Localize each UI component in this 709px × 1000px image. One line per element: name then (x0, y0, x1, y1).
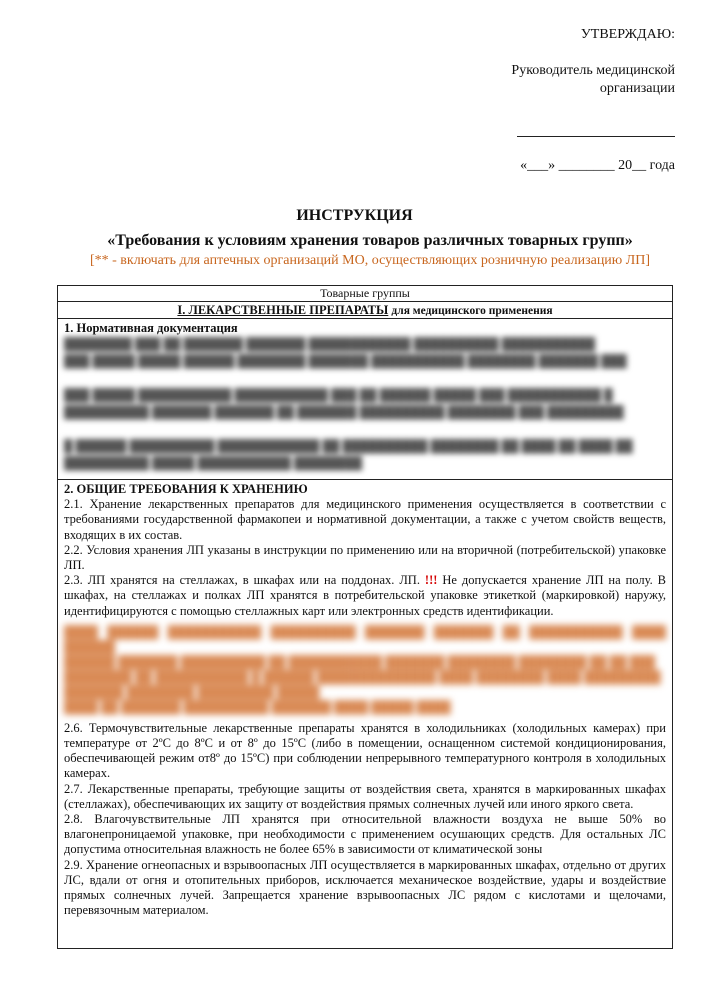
section-heading (58, 302, 672, 319)
position-line-2: организации (599, 81, 675, 96)
paragraph-2-7: 2.7. Лекарственные препараты, требующие защиты от воздействия света, хранятся в маркированных шкафах (стеллажах), обеспечивающих их защиту от воздействия прямых солнечных лучей или иного яркого света. (64, 781, 666, 811)
blurred-normative-text: ████████ ███ ██ ███████ ███████ ████████████ ██████████ ███████████ ███ █████ █████ ██████ ████████ ███████ ███████████ ████████ ███████ ███ ███ █████ ███████████ ███████████ ███ ██ ██████ █████ ███ ███████████ █ ██████████ ███████ ███████ ██ ███████ ██████████ ████████ ███ █████████ █ ██████ ██████████ ████████████ ██ ██████████ ████████ ██ ████ ██ ████ ██ ██████████ █████ ███████████ ████████ (64, 337, 633, 470)
signature-line (517, 118, 675, 137)
storage-table (57, 285, 673, 949)
general-requirements-block (58, 480, 672, 920)
document-subtitle: «Требования к условиям хранения товаров различных товарных групп» (107, 232, 633, 249)
blurred-pharmacy-section: ████ ██████ ███████████ ██████████ ███████ ███████ ██ ███████████ ████ ██████ ██████ ███████ ██████████ ██ ███████████ ███████ ████████ ████████ ██ ██ ███ ████████ ██ ███████████ █ ██████ ██████████████ ████ ████████ ████ █████████ ███████ ████████ █████████ █████ ████ ██ ███████ ██████████ ███████ ████ █████ ████ (64, 624, 666, 714)
paragraph-2-3-end: Не допускается хранение ЛП на полу. В шкафах, на стеллажах и полках ЛП хранятся в потребительской упаковке этикеткой (маркировкой) наружу, идентифицируются с помощью стеллажных карт или электронных средств идентификации. (64, 573, 667, 618)
paragraph-2-8: 2.8. Влагочувствительные ЛП хранятся при относительной влажности воздуха не выше 50% во влагонепроницаемой упаковке, при необходимости с применением осушающих средств. Для остальных ЛС допустима относительная влажность не более 65% в зависимости от климатической зоны (64, 812, 666, 857)
table-header: Товарные группы (58, 286, 672, 302)
paragraph-2-1: 2.1. Хранение лекарственных препаратов для медицинского применения осуществляется в соответствии с требованиями государственной фармакопеи и нормативной документации, а также с учетом свойств веществ, входящих в их состав. (64, 497, 666, 542)
approval-block (475, 26, 675, 175)
paragraph-2-3-start: 2.3. ЛП хранятся на стеллажах, в шкафах или на поддонах. ЛП. (64, 573, 420, 588)
section-suffix: для медицинского применения (391, 305, 553, 317)
paragraph-2-6: 2.6. Термочувствительные лекарственные препараты хранятся в холодильниках (холодильных камерах) при температуре от 2ºС до 8ºС и от 8º до 15ºС (либо в помещении, оснащенном системой кондиционирования, обеспечивающей режим от8º до 15ºС) при соблюдении непрерывного температурного контроля в холодильных камерах. (64, 720, 666, 781)
paragraph-2-2: 2.2. Условия хранения ЛП указаны в инструкции по применению или на вторичной (потребительской) упаковке ЛП. (64, 542, 666, 573)
sec1-title: 1. Нормативная документация (64, 321, 238, 335)
paragraph-2-9: 2.9. Хранение огнеопасных и взрывоопасных ЛП осуществляется в маркированных шкафах, отдельно от других ЛС, вдали от огня и отопительных приборов, исключается механическое воздействие, удары и воздействие прямых солнечных лучей. Запрещается хранение взрывоопасных ЛС рядом с кислотами и щелочами, перевязочным материалом. (64, 857, 666, 918)
approval-date: «___» ________ 20__ года (520, 158, 675, 173)
warning-mark: !!! (424, 573, 438, 588)
sec2-title: 2. ОБЩИЕ ТРЕБОВАНИЯ К ХРАНЕНИЮ (64, 482, 308, 496)
pharmacy-note: [** - включать для аптечных организаций МО, осуществляющих розничную реализацию ЛП] (89, 253, 651, 268)
position-line-1: Руководитель медицинской (511, 63, 675, 78)
paragraph-2-3 (64, 573, 666, 619)
normative-docs-block (58, 319, 672, 480)
section-main: I. ЛЕКАРСТВЕННЫЕ ПРЕПАРАТЫ (177, 303, 389, 317)
approve-label: УТВЕРЖДАЮ: (580, 27, 675, 42)
document-title: ИНСТРУКЦИЯ (296, 207, 413, 224)
